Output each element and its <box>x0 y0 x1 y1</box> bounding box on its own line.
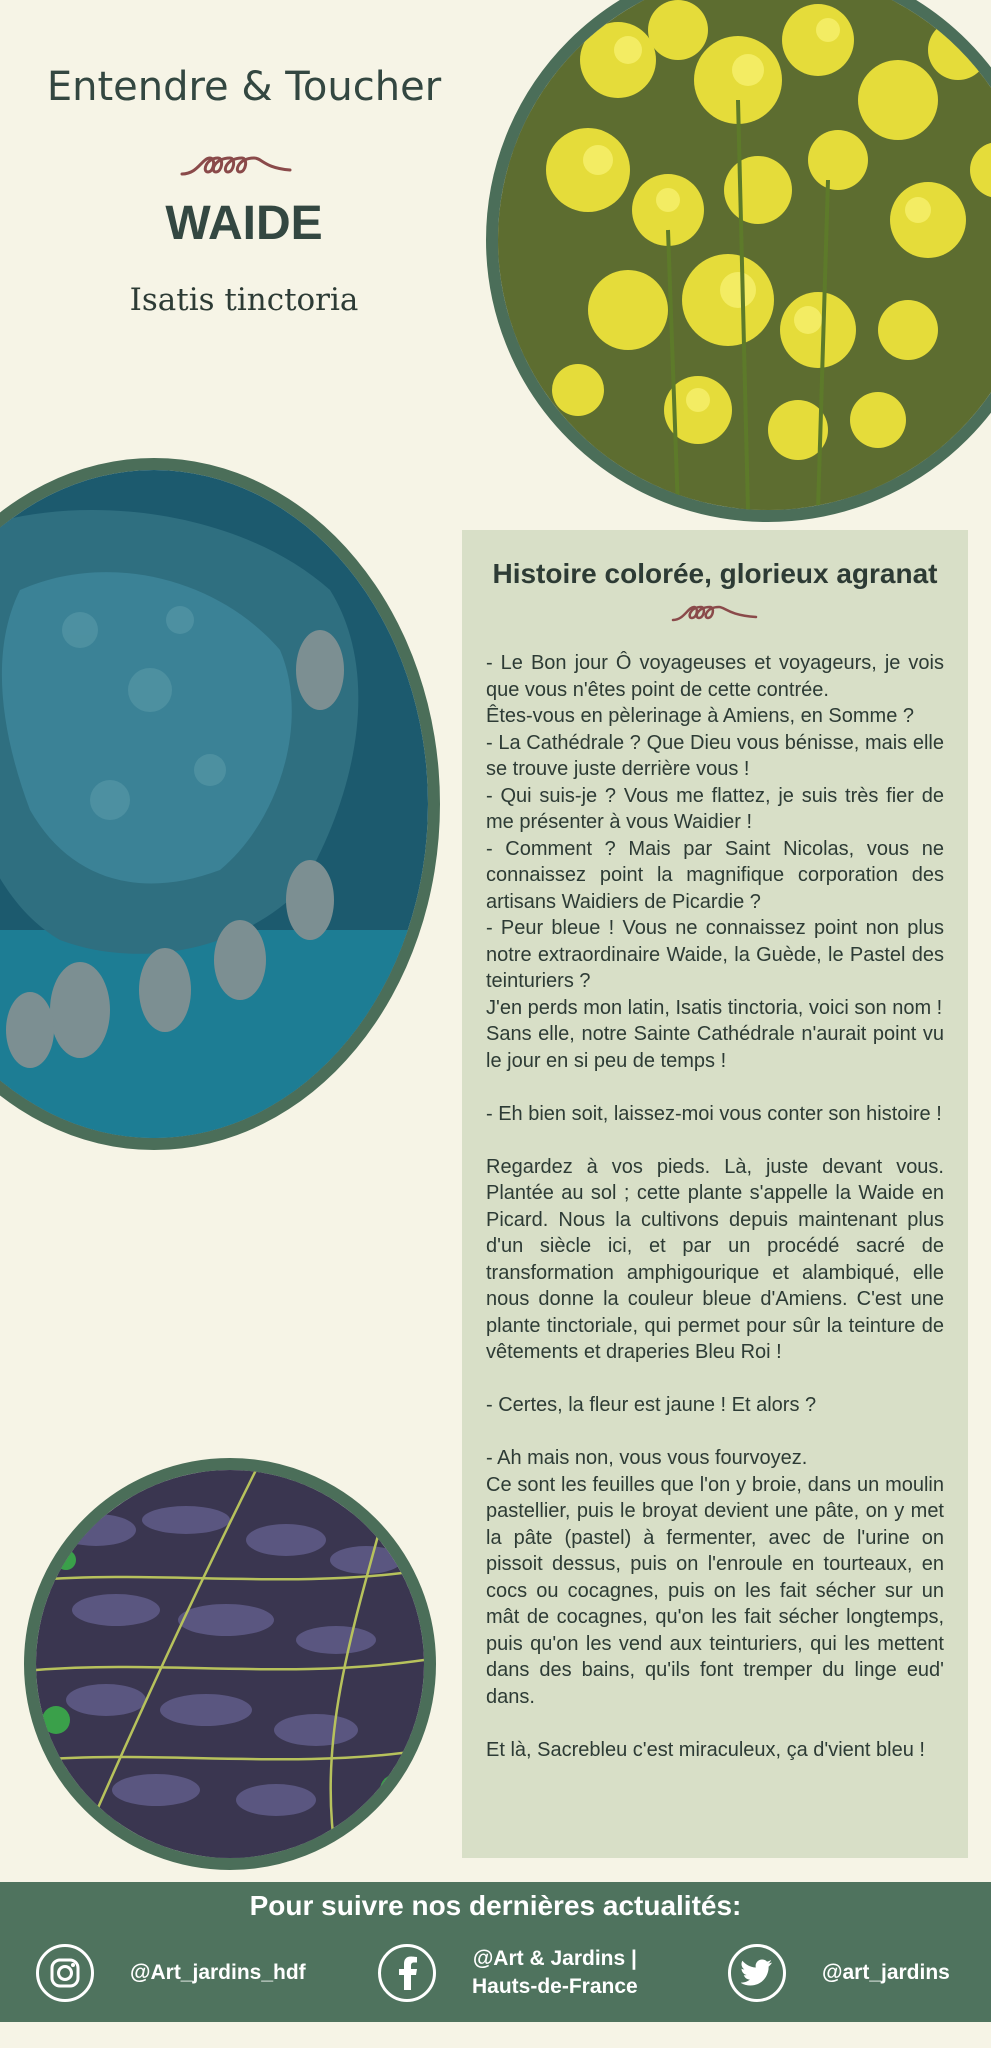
seed-pods-photo <box>24 1458 436 1870</box>
squiggle-ornament <box>670 602 760 628</box>
facebook-icon <box>378 1944 436 2002</box>
footer-heading: Pour suivre nos dernières actualités: <box>249 1890 742 1921</box>
instagram-icon <box>36 1944 94 2002</box>
squiggle-ornament <box>178 150 298 184</box>
yellow-flowers-photo <box>486 0 991 522</box>
story-title: Histoire colorée, glorieux agranat <box>492 558 938 589</box>
story-text: - Le Bon jour Ô voyageuses et voyageurs, je vois que vous n'êtes point de cette contrée. Êtes-vous en pèlerinage à Amiens, en Somme ? - La Cathédrale ? Que Dieu vous bénisse, mais elle se trouve juste derrière vous ! - Qui suis-je ? Vous me flattez, je suis très fier de me présenter à vous Waidier ! - Comment ? Mais par Saint Nicolas, vous ne connaissez point la magnifique corporation des artisans Waidiers de Picardie ? - Peur bleue ! Vous ne connaissez point non plus notre extraordinaire Waide, la Guède, le Pastel des teinturiers ? J'en perds mon latin, Isatis tinctoria, voici son nom ! Sans elle, notre Sainte Cathédrale n'aurait point vu le jour en si peu de temps ! - Eh bien soit, laissez-moi vous conter son histoire ! Regardez à vos pieds. Là, juste devant vous. Plantée au sol ; cette plante s'appelle la Waide en Picard. Nous la cultivons depuis maintenant plus d'un siècle ici, et par un procédé sacré de transformation amphigourique et alambiqué, elle nous donne la couleur bleue d'Amiens. C'est une plante tinctoriale, qui permet pour sûr la teinture de vêtements et draperies Bleu Roi ! - Certes, la fleur est jaune ! Et alors ? - Ah mais non, vous vous fourvoyez. Ce sont les feuilles que l'on y broie, dans un moulin pastellier, puis le broyat devient une pâte, on y met la pâte (pastel) à fermenter, avec de l'urine on pissoit dessus, puis on l'enroule en tourteaux, en cocs ou cocagnes, puis on les fait sécher sur un mât de cocagnes, qu'on les fait sécher longtemps, puis qu'on les vend aux teinturiers, qui les mettent dans des bains, qu'ils font tremper du linge eud' dans. Et là, Sacrebleu c'est miraculeux, ça d'vient bleu ! <box>486 652 944 1761</box>
instagram-link[interactable] <box>36 1936 306 2010</box>
twitter-handle[interactable]: @art_jardins <box>822 1961 950 1984</box>
plant-name: WAIDE <box>165 197 323 250</box>
facebook-link[interactable] <box>378 1936 638 2010</box>
blue-pigment-hands-photo <box>0 458 440 1150</box>
facebook-handle[interactable] <box>472 1945 638 2001</box>
twitter-icon <box>728 1944 786 2002</box>
latin-name: Isatis tinctoria <box>129 282 359 318</box>
facebook-handle-line1: @Art & Jardins | <box>472 1947 637 1970</box>
story-panel <box>462 530 968 1858</box>
facebook-handle-line2: Hauts-de-France <box>472 1975 638 1998</box>
bottom-strip <box>0 2022 991 2048</box>
social-footer <box>0 1882 991 2022</box>
twitter-link[interactable] <box>728 1936 950 2010</box>
instagram-handle[interactable]: @Art_jardins_hdf <box>130 1961 306 1984</box>
page-title: Entendre & Toucher <box>46 64 442 110</box>
